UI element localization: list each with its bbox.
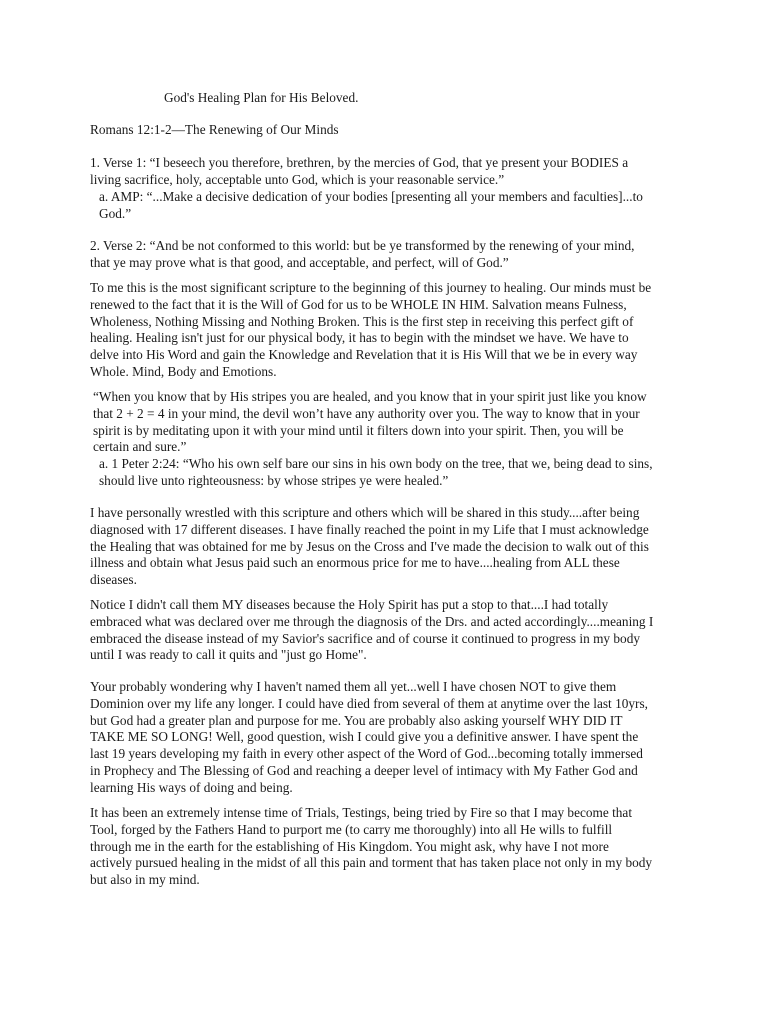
verse-1-paragraph: 1. Verse 1: “I beseech you therefore, brethren, by the mercies of God, that ye present your BODIES a living sacrifice, holy, acceptable unto God, which is your reasonable service.” [90,155,629,187]
body-paragraph-notice: Notice I didn't call them MY diseases because the Holy Spirit has put a stop to that....I had totally embraced what was declared over me through the diagnosis of the Drs. and acted accordingly....meaning I embraced the disease instead of my Savior's sacrifice and of course it continued to progress in my body until I was ready to call it quits and "just go Home". [90,597,654,663]
body-paragraph-significance: To me this is the most significant scripture to the beginning of this journey to healing. Our minds must be renewed to the fact that it is the Will of God for us to be WHOLE IN HIM. Salvation means Fulness, Wholeness, Nothing Missing and Nothing Broken. This is the first step in receiving this perfect gift of healing. Healing isn't just for our physical body, it has to begin with the mindset we have. We have to delve into His Word and gain the Knowledge and Revelation that it is His Will that we be in every way Whole. Mind, Body and Emotions. [90,280,652,379]
body-paragraph-wondering: Your probably wondering why I haven't named them all yet...well I have chosen NOT to give them Dominion over my life any longer. I could have died from several of them at anytime over the last 10yrs, but God had a greater plan and purpose for me. You are probably also asking yourself WHY DID IT TAKE ME SO LONG! Well, good question, wish I could give you a definitive answer. I have spent the last 19 years developing my faith in every other aspect of the Word of God...becoming totally immersed in Prophecy and The Blessing of God and reaching a deeper level of intimacy with My Father God and learning His ways of doing and being. [90,679,648,795]
verse-2-paragraph: 2. Verse 2: “And be not conformed to this world: but be ye transformed by the renewing of your mind, that ye may prove what is that good, and acceptable, and perfect, will of God.” [90,238,635,270]
body-paragraph-trials: It has been an extremely intense time of Trials, Testings, being tried by Fire so that I may become that Tool, forged by the Fathers Hand to purport me (to carry me thoroughly) into all He wills to fulfill through me in the earth for the establishing of His Kingdom. You might ask, why have I not more actively pursued healing in the midst of all this pain and torment that has taken place not only in my body but also in my mind. [90,805,653,888]
document-title: God's Healing Plan for His Beloved. [164,90,359,105]
body-paragraph-wrestled: I have personally wrestled with this scripture and others which will be shared in this study....after being diagnosed with 17 different diseases. I have finally reached the point in my Life that I must acknowledge the Healing that was obtained for me by Jesus on the Cross and I've made the decision to walk out of this illness and obtain what Jesus paid such an enormous price for me to have....healing from ALL these diseases. [90,505,649,588]
quote-1-peter-paragraph: a. 1 Peter 2:24: “Who his own self bare our sins in his own body on the tree, that we, being dead to sins, should live unto righteousness: by whose stripes ye were healed.” [99,456,653,488]
quote-paragraph-stripes: “When you know that by His stripes you are healed, and you know that in your spirit just like you know that 2 + 2 = 4 in your mind, the devil won’t have any authority over you. The way to know that in your spirit is by meditating upon it with your mind until it filters down into your spirit. Then, you will be certain and sure.” [93,389,647,455]
document-subtitle: Romans 12:1-2—The Renewing of Our Minds [90,122,339,137]
verse-1-amp-paragraph: a. AMP: “...Make a decisive dedication of your bodies [presenting all your members and faculties]...to God.” [99,189,643,221]
